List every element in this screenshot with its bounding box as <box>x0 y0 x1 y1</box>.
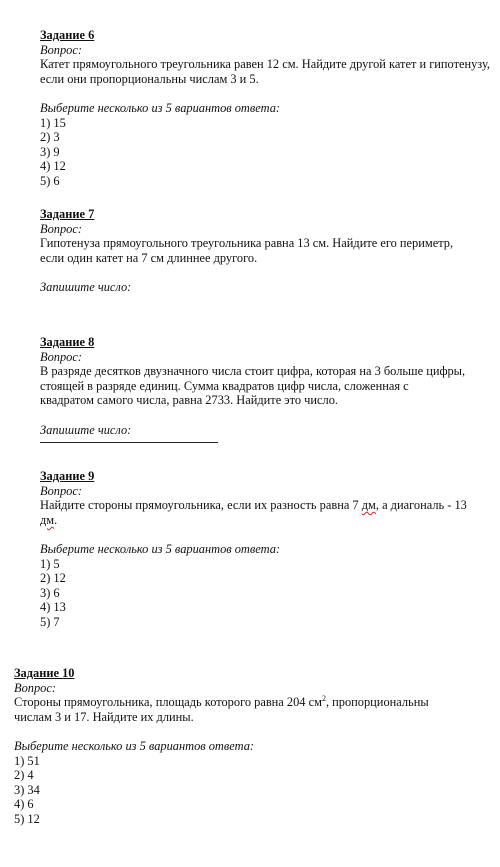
question-line-2: стоящей в разряде единиц. Сумма квадратов цифр числа, сложенная с <box>40 378 409 393</box>
answer-option-3[interactable]: 3) 9 <box>40 144 60 159</box>
question-line-2: числам 3 и 17. Найдите их длины. <box>14 709 194 724</box>
question-text: Катет прямоугольного треугольника равен 12 см. Найдите другой катет и гипотенузу, если они пропорциональны числам 3 и 5. <box>40 57 490 86</box>
unit-dm: дм <box>40 512 55 527</box>
task-9 <box>40 469 490 630</box>
question-label: Вопрос: <box>14 680 56 695</box>
question-label: Вопрос: <box>40 483 82 498</box>
answer-prompt: Выберите несколько из 5 вариантов ответа: <box>40 100 281 115</box>
answer-option-1[interactable]: 1) 5 <box>40 556 60 571</box>
question-part-1: Найдите стороны прямоугольника, если их разность равна 7 <box>40 498 362 513</box>
answer-option-2[interactable]: 2) 4 <box>14 768 34 783</box>
question-label: Вопрос: <box>40 42 82 57</box>
answer-option-4[interactable]: 4) 6 <box>14 797 34 812</box>
question-label: Вопрос: <box>40 221 82 236</box>
unit-dm: дм <box>361 498 376 513</box>
question-part-2: , а диагональ - 13 <box>375 498 467 513</box>
question-line-1: Гипотенуза прямоугольного треугольника равна 13 см. Найдите его периметр, <box>40 236 454 251</box>
task-title: Задание 6 <box>40 28 95 42</box>
options-list <box>40 116 490 189</box>
question-part-1: Стороны прямоугольника, площадь которого равна 204 см <box>14 695 322 710</box>
task-7 <box>40 207 490 295</box>
task-10 <box>14 666 484 827</box>
answer-option-1[interactable]: 1) 15 <box>40 115 66 130</box>
superscript-2: 2 <box>321 694 326 704</box>
question-end: . <box>54 512 58 527</box>
question-part-2: , пропорциональны <box>325 695 429 710</box>
answer-option-5[interactable]: 5) 7 <box>40 614 60 629</box>
question-line-3: квадратом самого числа, равна 2733. Найдите это число. <box>40 393 339 408</box>
answer-option-2[interactable]: 2) 12 <box>40 571 66 586</box>
answer-option-2[interactable]: 2) 3 <box>40 130 60 145</box>
answer-option-3[interactable]: 3) 34 <box>14 782 40 797</box>
answer-prompt: Выберите несколько из 5 вариантов ответа: <box>14 738 255 753</box>
task-8 <box>40 335 490 443</box>
options-list <box>14 754 484 827</box>
task-title: Задание 9 <box>40 469 95 483</box>
answer-option-3[interactable]: 3) 6 <box>40 585 60 600</box>
task-title: Задание 10 <box>14 666 75 680</box>
question-line-1 <box>14 695 484 710</box>
answer-prompt: Выберите несколько из 5 вариантов ответа: <box>40 541 281 556</box>
answer-option-1[interactable]: 1) 51 <box>14 753 40 768</box>
answer-prompt: Запишите число: <box>40 422 132 437</box>
task-6 <box>40 28 490 189</box>
answer-option-4[interactable]: 4) 13 <box>40 600 66 615</box>
task-title: Задание 7 <box>40 207 95 221</box>
answer-input-line[interactable] <box>40 442 218 443</box>
answer-prompt: Запишите число: <box>40 279 132 294</box>
question-label: Вопрос: <box>40 349 82 364</box>
question-line-2: если один катет на 7 см длиннее другого. <box>40 250 258 265</box>
answer-option-5[interactable]: 5) 12 <box>14 811 40 826</box>
task-title: Задание 8 <box>40 335 95 349</box>
options-list <box>40 557 490 630</box>
question-line-1: В разряде десятков двузначного числа стоит цифра, которая на 3 больше цифры, <box>40 364 466 379</box>
answer-option-5[interactable]: 5) 6 <box>40 173 60 188</box>
question-text <box>40 498 490 527</box>
answer-option-4[interactable]: 4) 12 <box>40 159 66 174</box>
